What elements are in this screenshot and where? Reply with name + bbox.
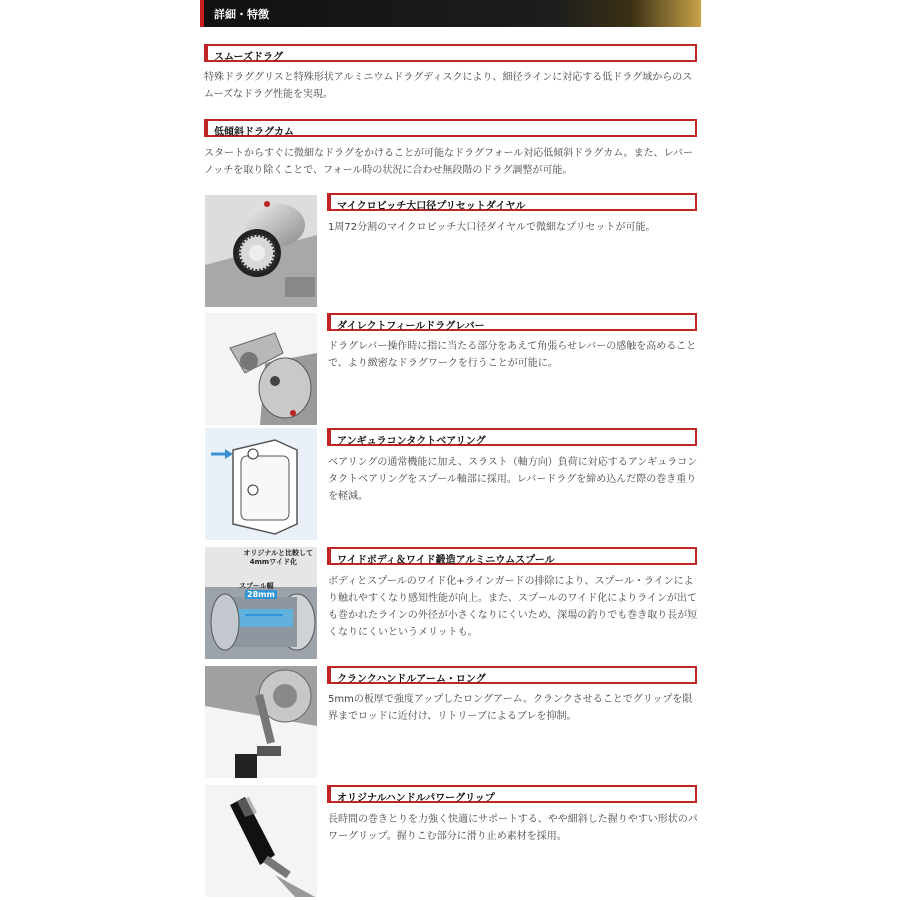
power-grip-title: オリジナルハンドルパワーグリップ bbox=[327, 785, 697, 803]
bearing-desc: ベアリングの通常機能に加え、スラスト（軸方向）負荷に対応するアンギュラコンタクトベアリングをスプール軸部に採用。レバードラグを締め込んだ際の巻き重りを軽減。 bbox=[328, 457, 698, 502]
bearing-title: アンギュラコンタクトベアリング bbox=[327, 428, 697, 446]
crank-arm-desc: 5mmの板厚で強度アップしたロングアーム。クランクさせることでグリップを限界までロッドに近付け、リトリーブによるブレを抑制。 bbox=[328, 694, 693, 722]
power-grip-photo bbox=[205, 785, 317, 897]
smooth-drag-title: スムーズドラグ bbox=[204, 44, 697, 62]
spool-overlay-line2: 4mmワイド化 bbox=[249, 558, 297, 566]
spool-width-label: スプール幅 bbox=[239, 582, 274, 590]
crank-arm-photo bbox=[205, 666, 317, 778]
preset-dial-photo bbox=[205, 195, 317, 307]
spool-overlay-line1: オリジナルと比較して bbox=[243, 549, 313, 557]
wide-spool-title: ワイドボディ＆ワイド鍛造アルミニウムスプール bbox=[327, 547, 697, 565]
drag-lever-title: ダイレクトフィールドラグレバー bbox=[327, 313, 697, 331]
drag-cam-title: 低傾斜ドラグカム bbox=[204, 119, 697, 137]
power-grip-desc: 長時間の巻きとりを力強く快適にサポートする、やや細斜した握りやすい形状のパワーグリップ。握りこむ部分に滑り止め素材を採用。 bbox=[328, 814, 698, 842]
wide-spool-desc: ボディとスプールのワイド化+ラインガードの排除により、スプール・ラインにより触れやすくなり感知性能が向上。また、スプールのワイド化によりラインが出ても巻かれたラインの外径が小さくなりにくいため、深場の釣りでも巻き取り長が短くなりにくいというメリットも。 bbox=[328, 576, 698, 638]
crank-arm-title: クランクハンドルアーム・ロング bbox=[327, 666, 697, 684]
preset-dial-title: マイクロピッチ大口径プリセットダイヤル bbox=[327, 193, 697, 211]
section-header bbox=[200, 0, 701, 27]
preset-dial-desc: 1周72分割のマイクロピッチ大口径ダイヤルで微細なプリセットが可能。 bbox=[328, 222, 656, 233]
drag-cam-desc: スタートからすぐに微細なドラグをかけることが可能なドラグフォール対応低傾斜ドラグカム。また、レバーノッチを取り除くことで、フォール時の状況に合わせ無段階のドラグ調整が可能。 bbox=[204, 148, 693, 176]
smooth-drag-desc: 特殊ドラググリスと特殊形状アルミニウムドラグディスクにより、細径ラインに対応する低ドラグ域からのスムーズなドラグ性能を実現。 bbox=[204, 72, 693, 100]
bearing-diagram bbox=[205, 428, 317, 540]
spool-overlay-text bbox=[211, 549, 317, 567]
drag-lever-photo bbox=[205, 313, 317, 425]
spool-width-value: 28mm bbox=[247, 590, 275, 599]
wide-spool-photo bbox=[205, 547, 317, 659]
section-header-title: 詳細・特徴 bbox=[214, 8, 269, 21]
drag-lever-desc: ドラグレバー操作時に指に当たる部分をあえて角張らせレバーの感触を高めることで、より緻密なドラグワークを行うことが可能に。 bbox=[328, 341, 697, 369]
